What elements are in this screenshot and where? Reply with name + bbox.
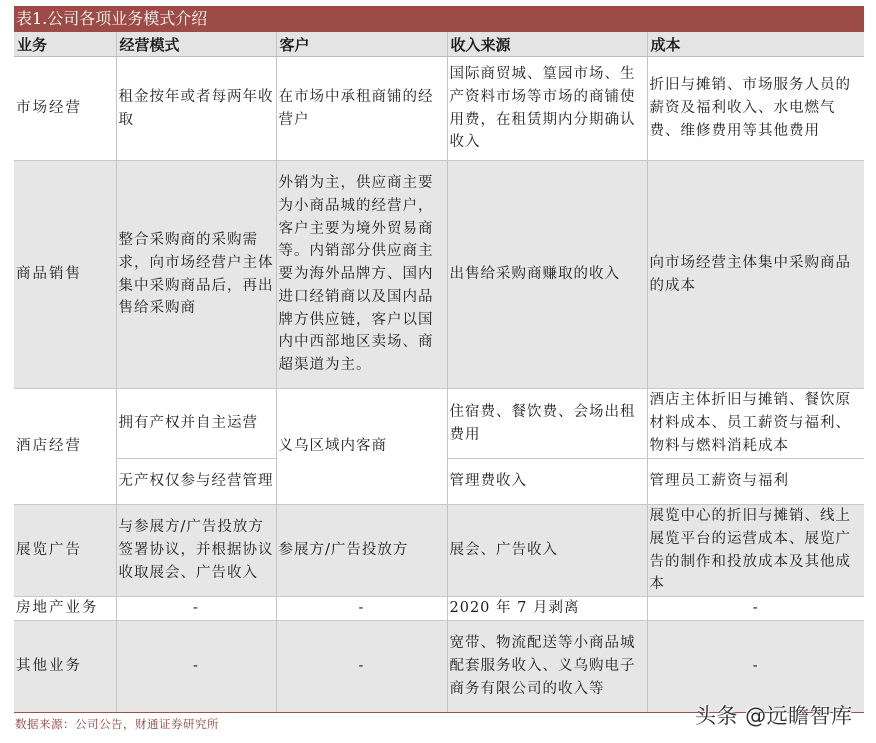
- cell-business: 商品销售: [14, 161, 116, 389]
- cell-mode: 与参展方/广告投放方签署协议，并根据协议收取展会、广告收入: [116, 505, 276, 597]
- cell-revenue: 国际商贸城、篁园市场、生产资料市场等市场的商铺使用费，在租赁期内分期确认收入: [447, 57, 647, 161]
- cell-mode: -: [116, 597, 276, 621]
- cell-revenue: 2020 年 7 月剥离: [447, 597, 647, 621]
- cell-cost: 折旧与摊销、市场服务人员的薪资及福利收入、水电燃气费、维修费用等其他费用: [647, 57, 864, 161]
- cell-customer: 参展方/广告投放方: [276, 505, 447, 597]
- cell-cost: -: [647, 620, 864, 712]
- header-row: [14, 32, 864, 57]
- cell-customer: 在市场中承租商铺的经营户: [276, 57, 447, 161]
- cell-customer: -: [276, 597, 447, 621]
- cell-revenue: 宽带、物流配送等小商品城配套服务收入、义乌购电子商务有限公司的收入等: [447, 620, 647, 712]
- table-row-realestate: [14, 597, 864, 621]
- cell-business: 展览广告: [14, 505, 116, 597]
- cell-revenue: 出售给采购商赚取的收入: [447, 161, 647, 389]
- cell-mode: 租金按年或者每两年收取: [116, 57, 276, 161]
- cell-mode: 无产权仅参与经营管理: [116, 459, 276, 505]
- header-mode: 经营模式: [116, 32, 276, 57]
- cell-cost: -: [647, 597, 864, 621]
- source-note: 数据来源：公司公告，财通证券研究所: [15, 717, 219, 731]
- table-row-other: [14, 620, 864, 712]
- header-business: 业务: [14, 32, 116, 57]
- table-row-hotel: [14, 389, 864, 459]
- header-customer: 客户: [276, 32, 447, 57]
- table-row-exhibit: [14, 505, 864, 597]
- cell-cost: 展览中心的折旧与摊销、线上展览平台的运营成本、展览广告的制作和投放成本及其他成本: [647, 505, 864, 597]
- cell-cost: 向市场经营主体集中采购商品的成本: [647, 161, 864, 389]
- cell-business: 酒店经营: [14, 389, 116, 505]
- cell-business: 市场经营: [14, 57, 116, 161]
- cell-business: 房地产业务: [14, 597, 116, 621]
- cell-cost: 管理员工薪资与福利: [647, 459, 864, 505]
- watermark: 头条 @远瞻智库: [695, 704, 853, 728]
- cell-revenue: 管理费收入: [447, 459, 647, 505]
- cell-revenue: 展会、广告收入: [447, 505, 647, 597]
- cell-business: 其他业务: [14, 620, 116, 712]
- cell-cost: 酒店主体折旧与摊销、餐饮原材料成本、员工薪资与福利、物料与燃料消耗成本: [647, 389, 864, 459]
- header-revenue: 收入来源: [447, 32, 647, 57]
- cell-mode: -: [116, 620, 276, 712]
- business-model-table: [14, 32, 864, 713]
- cell-customer: 外销为主，供应商主要为小商品城的经营户，客户主要为境外贸易商等。内销部分供应商主要为海外品牌方、国内进口经销商以及国内品牌方供应链，客户以国内中西部地区卖场、商超渠道为主。: [276, 161, 447, 389]
- table-row-market: [14, 57, 864, 161]
- cell-customer: 义乌区域内客商: [276, 389, 447, 505]
- cell-customer: -: [276, 620, 447, 712]
- table-row-goods: [14, 161, 864, 389]
- cell-mode: 拥有产权并自主运营: [116, 389, 276, 459]
- cell-mode: 整合采购商的采购需求，向市场经营户主体集中采购商品后，再出售给采购商: [116, 161, 276, 389]
- cell-revenue: 住宿费、餐饮费、会场出租费用: [447, 389, 647, 459]
- table-title: 表1.公司各项业务模式介绍: [14, 6, 864, 32]
- header-cost: 成本: [647, 32, 864, 57]
